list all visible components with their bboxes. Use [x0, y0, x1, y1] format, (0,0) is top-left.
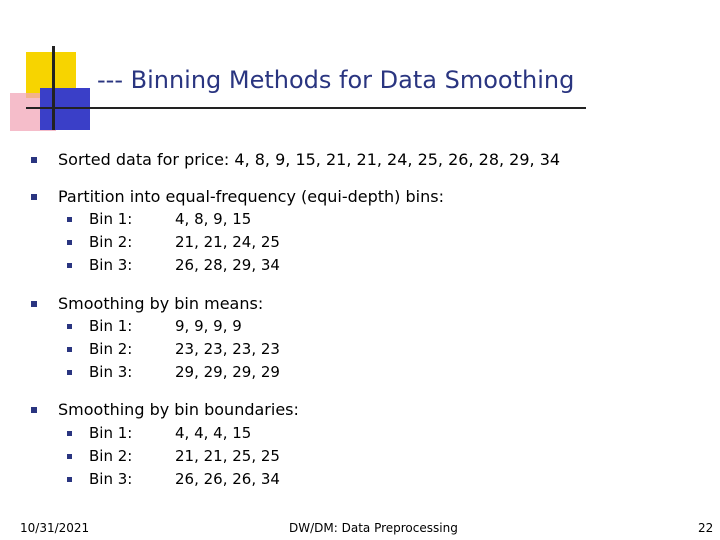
- bullet-bin-means: Smoothing by bin means:: [58, 294, 264, 313]
- bin-label: Bin 2:: [89, 340, 133, 358]
- sub-bullet-marker: [67, 263, 72, 268]
- bin-values: 29, 29, 29, 29: [175, 363, 280, 381]
- sub-bullet-marker: [67, 454, 72, 459]
- sub-bullet-marker: [67, 240, 72, 245]
- bin-values: 26, 26, 26, 34: [175, 470, 280, 488]
- bin-values: 21, 21, 25, 25: [175, 447, 280, 465]
- bin-label: Bin 3:: [89, 256, 133, 274]
- footer-date: 10/31/2021: [20, 521, 90, 535]
- sub-bullet-marker: [67, 477, 72, 482]
- bin-label: Bin 2:: [89, 233, 133, 251]
- sub-bullet-marker: [67, 370, 72, 375]
- bullet-bin-boundaries: Smoothing by bin boundaries:: [58, 400, 299, 419]
- bin-values: 4, 8, 9, 15: [175, 210, 252, 228]
- bullet-partition: Partition into equal-frequency (equi-depth) bins:: [58, 187, 444, 206]
- decor-blue-square: [40, 88, 90, 130]
- bullet-sorted-data: Sorted data for price: 4, 8, 9, 15, 21, 21, 24, 25, 26, 28, 29, 34: [58, 150, 561, 169]
- footer-title: DW/DM: Data Preprocessing: [289, 521, 458, 535]
- decor-vertical-line: [52, 46, 55, 130]
- bin-label: Bin 2:: [89, 447, 133, 465]
- page-number: 22: [698, 521, 714, 535]
- sub-bullet-marker: [67, 431, 72, 436]
- bin-values: 26, 28, 29, 34: [175, 256, 280, 274]
- bin-values: 21, 21, 24, 25: [175, 233, 280, 251]
- bullet-marker: [31, 301, 37, 307]
- sub-bullet-marker: [67, 324, 72, 329]
- bullet-marker: [31, 407, 37, 413]
- bin-values: 9, 9, 9, 9: [175, 317, 242, 335]
- bin-values: 4, 4, 4, 15: [175, 424, 252, 442]
- slide-title: --- Binning Methods for Data Smoothing: [97, 66, 575, 94]
- bin-label: Bin 1:: [89, 317, 133, 335]
- bin-label: Bin 1:: [89, 210, 133, 228]
- bin-values: 23, 23, 23, 23: [175, 340, 280, 358]
- bin-label: Bin 3:: [89, 470, 133, 488]
- title-underline: [26, 107, 586, 109]
- bin-label: Bin 3:: [89, 363, 133, 381]
- bullet-marker: [31, 157, 37, 163]
- bin-label: Bin 1:: [89, 424, 133, 442]
- sub-bullet-marker: [67, 217, 72, 222]
- bullet-marker: [31, 194, 37, 200]
- sub-bullet-marker: [67, 347, 72, 352]
